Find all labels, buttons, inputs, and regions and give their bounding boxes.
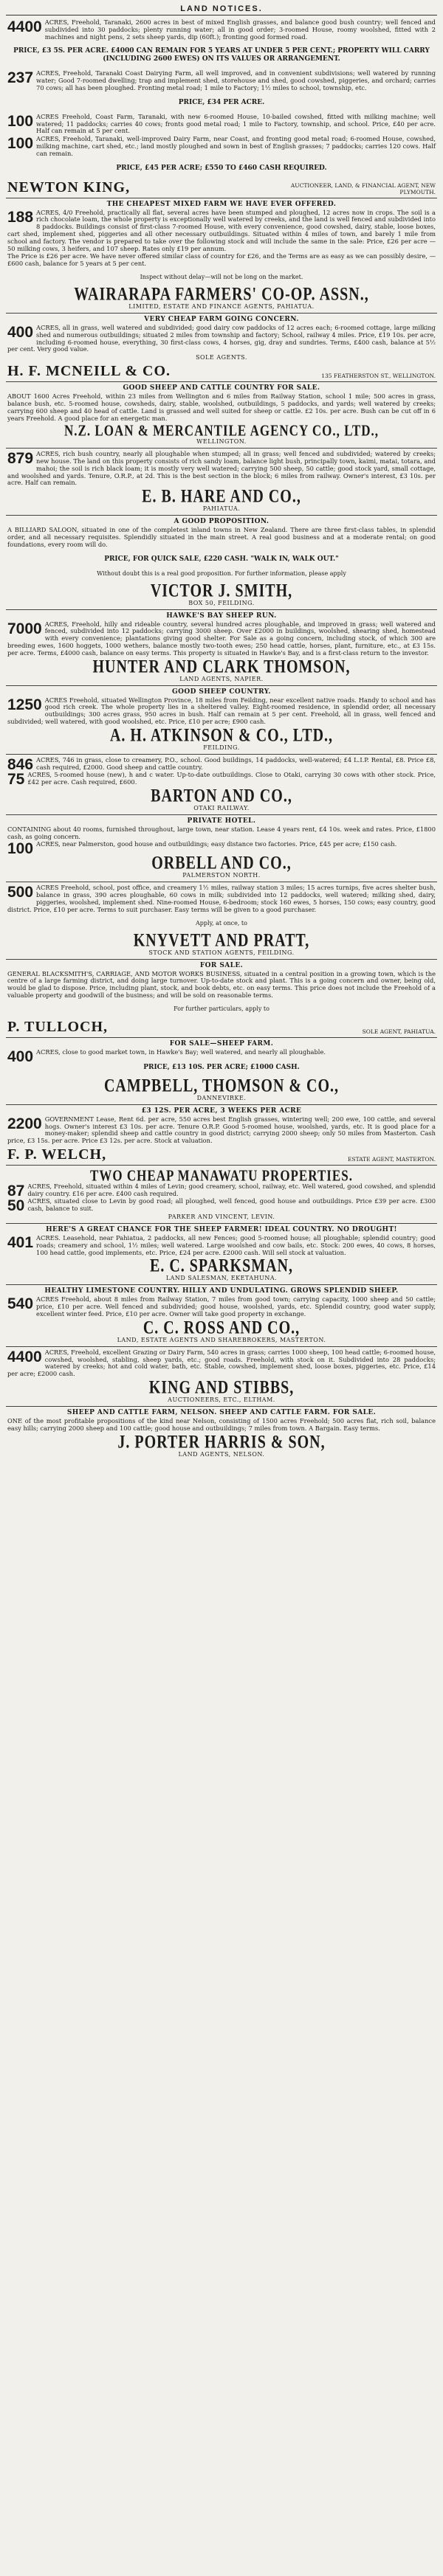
ad-text <box>7 1198 436 1213</box>
ad-acreage: 400 <box>7 1048 34 1065</box>
ad-acreage: 7000 <box>7 620 42 637</box>
ad-text <box>7 757 436 772</box>
ad-body: ACRES Freehold, about 8 miles from Railway Station, 7 miles from good town; carrying capacity, 1000 sheep and 50 cattle; price, £10 per acre. Well fenced and subdivided; good house, woolshed, yards, etc. Splendid country, good water supply, excellent winter feed. Price, £10 per acre. Owner will take good property in exchange. <box>36 1295 436 1318</box>
agent-name: VICTOR J. SMITH, <box>150 580 293 601</box>
ad-text <box>7 621 436 657</box>
ad-tulloch <box>6 960 437 1038</box>
ad-body: ACRES, all in grass, well watered and subdivided; good dairy cow paddocks of 12 acres each; 6-roomed cottage, large milking shed and numerous outbuildings; situated 2 miles from township and factory; School, railway 4 miles. Price, £19 10s. per acre, including 6-roomed house, everything, 30 first-class cows, 4 horses, gig, dray and sundries. Terms, £400 cash, balance at 5½ per cent. Very good value. <box>7 323 436 353</box>
ad-sig: SOLE AGENTS. <box>196 354 247 361</box>
ad-victor-smith <box>6 516 437 609</box>
ad-text <box>7 325 436 353</box>
agent-name: ORBELL AND CO., <box>151 853 292 874</box>
agent-address: 135 FEATHERSTON ST., WELLINGTON. <box>321 373 436 380</box>
ad-text <box>7 136 436 157</box>
ad-acreage: 50 <box>7 1197 25 1215</box>
agent-name: P. TULLOCH, <box>7 1018 109 1035</box>
ad-note: For further particulars, apply to <box>174 1005 269 1012</box>
ad-acreage: 100 <box>7 840 34 858</box>
ad-body: ACRES, 5-roomed house (new), h and c water. Up-to-date outbuildings. Close to Otaki, carrying 30 cows with other stock. Price, £42 per acre. Cash required, £600. <box>27 771 436 786</box>
ad-headline: GOOD SHEEP AND CATTLE COUNTRY FOR SALE. <box>123 384 320 392</box>
ad-king-stibbs <box>6 1347 437 1407</box>
agent-name: KNYVETT AND PRATT, <box>133 929 310 951</box>
ad-sparksman <box>6 1224 437 1285</box>
ad-acreage: 87 <box>7 1182 25 1199</box>
agent-signature <box>7 1146 436 1163</box>
ad-body: ACRES, Freehold, Taranaki, 2600 acres in best of mixed English grasses, and balance good bush country; well fenced and subdivided into 30 paddocks; plenty running water; all in good order; 3-roomed House, roomy woolshed, fitted with 2 machines and night pens, 2 sets sheep yards, dip (60ft.); fronting good formed road. <box>44 18 436 41</box>
ad-price: PRICE, £3 5S. PER ACRE. £4000 CAN REMAIN FOR 5 YEARS AT UNDER 5 PER CENT.; PROPERTY WILL CARRY (INCLUDING 2600 EWES) ON ITS VALUES OR ARRANGEMENT. <box>13 47 430 63</box>
ad-headline: TWO CHEAP MANAWATU PROPERTIES. <box>90 1166 353 1185</box>
agent-address: PAHIATUA. <box>202 505 241 513</box>
agent-name: E. B. HARE AND CO., <box>142 486 301 507</box>
ad-body: ACRES Freehold, Coast Farm, Taranaki, with new 6-roomed House, 10-bailed cowshed, fitted with milking machine; well watered; 11 paddocks; carries 40 cows; fronts good metal road; 1 mile to Factory, township, and school. Price, £40 per acre. Half can remain at 5 per cent. <box>36 112 436 135</box>
ad-acreage: 75 <box>7 771 25 789</box>
ad-price: The Price is £26 per acre. We have never offered similar class of country for £26, and the Terms are as easy as we can possibly desire, — £600 cash, balance for 5 years at 5 per cent. <box>7 252 436 268</box>
agent-name: CAMPBELL, THOMSON & CO., <box>103 1075 340 1096</box>
ad-newton-king <box>6 17 437 198</box>
ad-acreage: 188 <box>7 208 34 226</box>
ad-acreage: 4400 <box>7 18 42 35</box>
ad-headline: VERY CHEAP FARM GOING CONCERN. <box>144 315 299 323</box>
agent-name: HUNTER AND CLARK THOMSON, <box>92 656 351 677</box>
ad-headline: PRIVATE HOTEL. <box>187 817 256 825</box>
ad-headline: FOR SALE—SHEEP FARM. <box>169 1039 274 1048</box>
agent-address: DANNEVIRKE. <box>196 1094 247 1101</box>
agent-name: A. H. ATKINSON & CO., LTD., <box>109 724 334 746</box>
ad-headline: FOR SALE. <box>199 961 244 969</box>
ad-nz-loan <box>6 382 437 449</box>
agent-name: J. PORTER HARRIS & SON, <box>117 1431 326 1453</box>
ad-price: PRICE, £13 10S. PER ACRE; £1000 CASH. <box>143 1063 300 1071</box>
ad-headline: HEALTHY LIMESTONE COUNTRY. HILLY AND UNDULATING. GROWS SPLENDID SHEEP. <box>44 1287 399 1295</box>
ad-body: CONTAINING about 40 rooms, furnished throughout, large town, near station. Lease 4 years rent, £4 10s. week and rates. Price, £1800 cash, as going concern. <box>7 825 436 840</box>
agent-address: OTAKI RAILWAY. <box>193 804 250 811</box>
ad-price: PRICE, £45 PER ACRE; £550 TO £460 CASH REQUIRED. <box>116 164 327 172</box>
ad-ross <box>6 1285 437 1346</box>
ad-headline: £3 12S. PER ACRE, 3 WEEKS PER ACRE <box>141 1107 302 1115</box>
ad-body: ACRES Freehold, situated Wellington Province, 18 miles from Feilding, near excellent native roads. Handy to school and has good rich creek. The whole property lies in a sheltered valley. Eight-roomed residence, in splendid order, all necessary outbuildings; 300 acres grass, 950 acres in bush. Half can remain at 5 per cent. Freehold, all in grass, well fenced and subdivided; well watered, with good woolshed, etc. Price, £10 per acre; £900 cash. <box>7 696 436 725</box>
ad-acreage: 846 <box>7 755 34 773</box>
agent-name: KING AND STIBBS, <box>148 1377 295 1398</box>
agent-name: F. P. WELCH, <box>7 1146 107 1163</box>
ad-porter-harris <box>6 1407 437 1461</box>
ad-text <box>7 1235 436 1256</box>
ad-body: ACRES, close to good market town, in Hawke's Bay; well watered, and nearly all ploughable. <box>36 1048 326 1056</box>
ad-text <box>7 1183 436 1198</box>
ad-body: GOVERNMENT Lease, Rent 6d. per acre, 550 acres best English grasses, wintering well; 200 ewe, 100 cattle, and several hogs. Owner's interest £3 10s. per acre. Tenure O.R.P. Good 5-roomed house, woolshed, yards, etc. It is good place for a money-maker; splendid sheep and cattle country in good district; carrying 2000 sheep; only 50 miles from Masterton. Cash price, £3 15s. per acre. Price £3 12s. per acre. Stock at valuation. <box>7 1115 436 1145</box>
ad-body: ABOUT 1600 Acres Freehold, within 23 miles from Wellington and 6 miles from Railway Station, school 1 mile; 500 acres in grass, balance bush, etc. 5-roomed house, cowsheds, dairy, stable, woolshed, outbuildings, 5 paddocks, and yards; well watered by creeks; carrying 600 sheep and 40 head of cattle. Land is grassed and well suited for sheep or cattle. £2 10s. per acre. Bush can be cut off in 6 years Freehold. A good place for an energetic man. <box>7 392 436 422</box>
ad-barton <box>6 755 437 815</box>
ad-body: ACRES, 746 in grass, close to creamery, P.O., school. Good buildings, 14 paddocks, well-watered; £4 L.I.P. Rental, £8. Price £8, cash required, £2000. Good sheep and cattle country. <box>36 755 436 771</box>
agent-name: C. C. ROSS AND CO., <box>142 1317 301 1338</box>
agent-name: E. C. SPARKSMAN, <box>150 1256 293 1277</box>
ad-acreage: 879 <box>7 450 34 468</box>
land-notices-page <box>6 4 437 2567</box>
ad-body: ACRES, Freehold, excellent Grazing or Dairy Farm, 540 acres in grass; carries 1000 sheep, 100 head cattle; 6-roomed house, cowshed, woolshed, stabling, sheep yards, etc.; good roads. Freehold, with stock on it. Subdivided into 28 paddocks; watered by creeks; hot and cold water, bath, etc. Stable, cowshed, implement shed, loose boxes, piggeries, etc. Price, £14 per acre; £2000 cash. <box>7 1348 436 1378</box>
agent-address: STOCK AND STATION AGENTS, FEILDING. <box>148 949 295 956</box>
ad-text <box>7 114 436 135</box>
ad-text <box>7 771 436 789</box>
ad-acreage: 4400 <box>7 1348 42 1365</box>
ad-text <box>7 70 436 91</box>
ad-body: ONE of the most profitable propositions of the kind near Nelson, consisting of 1500 acres Freehold; 500 acres flat, rich soil, balance easy hills; carrying 2000 sheep and 100 cattle; good house and outbuildings; 7 miles from town. A Bargain. Easy terms. <box>7 1417 436 1432</box>
ad-hare <box>6 449 437 516</box>
ad-manawatu <box>6 1166 437 1224</box>
ad-body: ACRES, Freehold, Taranaki Coast Dairying Farm, all well improved, and in convenient subdivisions; well watered by running water; Good 7-roomed dwelling; trap and implement shed, storehouse and shed, good cowshed, piggeries, and orchard; carries 70 cows; all has been ploughed. Fronting metal road; 1 mile to Factory; 1½ miles to school, township, etc. <box>36 69 436 91</box>
ad-headline: THE CHEAPEST MIXED FARM WE HAVE EVER OFFERED. <box>106 200 337 208</box>
ad-knyvett <box>6 882 437 959</box>
ad-note: Without doubt this is a real good proposition. For further information, please apply <box>97 569 346 577</box>
page-title: LAND NOTICES. <box>6 4 437 15</box>
ad-body: ACRES, Freehold, situated within 4 miles of Levin; good creamery, school, railway, etc. Well watered, good cowshed, and splendid dairy country. £16 per acre. £400 cash required. <box>27 1182 436 1197</box>
ad-text <box>7 1349 436 1378</box>
ad-body: A BILLIARD SALOON, situated in one of the completest inland towns in New Zealand. There are three first-class tables, in splendid order, and all necessary requisites. Splendidly situated in the main street. A real good business and at a moderate rental; on good foundations, every room will do. <box>7 526 436 548</box>
agent-name: H. F. MCNEILL & CO. <box>7 363 171 380</box>
ad-text <box>7 19 436 41</box>
ad-body: ACRES, Freehold, Taranaki, well-improved Dairy Farm, near Coast, and fronting good metal road; 6-roomed House, cowshed, milking machine, cart shed, etc.; land mostly ploughed and sown in best of English grasses; 7 paddocks; carries 120 cows. Half can remain. <box>36 135 436 157</box>
ad-body: ACRES, Freehold, hilly and rideable country, several hundred acres ploughable, and improved in grass; well watered and fenced, subdivided into 12 paddocks; carrying 3000 sheep. Over £2000 in buildings, woolshed, shearing shed, homestead with every convenience; plantations giving good shelter. For Sale as a going concern, including stock, of which 300 are breeding ewes, 1600 hoggets, 1000 wethers, balance mostly two-tooth ewes; 250 head cattle, horses, plant, furniture, etc., at £3 15s. per acre. Terms, £4000 cash, balance on easy terms. This property is situated in Hawke's Bay, and is a first-class return to the investor. <box>7 620 436 657</box>
ad-body: ACRES, situated close to Levin by good road; all ploughed, well fenced, good house and outbuildings. Price £39 per acre. £300 cash, balance to suit. <box>27 1197 436 1213</box>
ad-headline: A GOOD PROPOSITION. <box>174 518 269 526</box>
ad-text <box>7 451 436 487</box>
ad-atkinson <box>6 686 437 755</box>
ad-orbell <box>6 815 437 883</box>
agent-address: AUCTIONEERS, ETC., ELTHAM. <box>168 1396 275 1404</box>
ad-headline: GOOD SHEEP COUNTRY. <box>172 688 271 696</box>
ad-acreage: 2200 <box>7 1115 42 1132</box>
agent-address: SOLE AGENT, PAHIATUA. <box>362 1028 436 1035</box>
ad-acreage: 100 <box>7 135 34 153</box>
ad-text <box>7 884 436 913</box>
agent-address: WELLINGTON. <box>196 438 247 446</box>
ad-body: ACRES, rich bush country, nearly all ploughable when stumped; all in grass; well fenced and subdivided; watered by creeks; new house. The land on this property consists of rich sandy loam, balance light bush, principally town, kaimi, matai, totara, and mahoi; the soil is rich black loam; it is mostly very well watered; carrying 500 sheep, 50 cattle; good stock yard, small cottage, and woolshed and yards. Tenure, O.R.P., at 2d. This is the best section in the block; 6 miles from railway. Owner's interest, £3 10s. per acre. Half can remain. <box>7 450 436 487</box>
agent-address: LAND AGENTS, NAPIER. <box>179 675 264 682</box>
agent-name: BARTON AND CO., <box>151 786 292 806</box>
ad-mcneill <box>6 314 437 382</box>
ad-body: ACRES, near Palmerston, good house and outbuildings; easy distance two factories. Price, £45 per acre; £150 cash. <box>36 840 397 848</box>
ad-acreage: 401 <box>7 1234 34 1252</box>
ad-text <box>7 1048 436 1065</box>
ad-text <box>7 1296 436 1318</box>
ad-acreage: 100 <box>7 112 34 130</box>
ad-text <box>7 210 436 253</box>
agent-name: N.Z. LOAN & MERCANTILE AGENCY CO., LTD., <box>63 421 379 440</box>
agent-address: LAND, ESTATE AGENTS AND SHAREBROKERS, MASTERTON. <box>117 1336 326 1343</box>
ad-headline: HERE'S A GREAT CHANCE FOR THE SHEEP FARMER! IDEAL COUNTRY. NO DROUGHT! <box>46 1226 397 1234</box>
agent-address: AUCTIONEER, LAND, & FINANCIAL AGENT, NEW PLYMOUTH. <box>290 181 436 195</box>
ad-price: PRICE, FOR QUICK SALE, £220 CASH. "WALK IN, WALK OUT." <box>104 555 339 563</box>
ad-wairarapa <box>6 198 437 314</box>
ad-text <box>7 1116 436 1145</box>
ad-hunter-thomson <box>6 610 437 686</box>
agent-address: BOX 50, FEILDING. <box>188 599 255 606</box>
agent-signature <box>7 179 436 195</box>
agent-address: PARKER AND VINCENT, LEVIN. <box>168 1213 275 1221</box>
ad-note: Apply, at once, to <box>196 919 247 927</box>
ad-price: PRICE, £34 PER ACRE. <box>178 98 265 106</box>
ad-note: Inspect without delay—will not be long on the market. <box>140 273 303 280</box>
ad-text <box>7 697 436 726</box>
agent-address: ESTATE AGENT, MASTERTON. <box>347 1156 436 1163</box>
ad-body: ACRES Freehold, school, post office, and creamery 1½ miles, railway station 3 miles; 15 acres turnips, five acres shelter bush, balance in grass, 390 acres ploughable, 60 cows in milk; subdivided into 12 paddocks, well watered; milking shed, dairy, piggeries, woolshed, implement shed. Nine-roomed House, 6-bedroom; stock 160 ewes, 5 horses, 150 cows; easy country, good district. Price, £10 per acre. Terms to suit purchaser. Easy terms will be given to a good purchaser. <box>7 884 436 913</box>
agent-address: LAND AGENTS, NELSON. <box>178 1450 265 1458</box>
ad-text <box>7 840 436 858</box>
ad-body: ACRES, 4/0 Freehold, practically all flat, several acres have been stumped and ploughed, 12 acres now in crops. The soil is a rich chocolate loam, the whole property is exceptionally well watered by creeks, and the land is well fenced and subdivided into 8 paddocks. Buildings consist of first-class 7-roomed House, with every convenience, good cowshed, dairy, stable, loose boxes, cart shed, implement shed, piggeries and all other necessary outbuildings. Situated within 4 miles of town, and barely 1 mile from school and factory. The vendor is prepared to take over the following stock and will include the same in the sale: Price, £26 per acre — 50 milking cows, 3 heifers, and 107 sheep. Rates only £19 per annum. <box>7 208 436 252</box>
ad-headline: HAWKE'S BAY SHEEP RUN. <box>166 612 277 620</box>
agent-signature <box>7 1019 436 1035</box>
agent-signature <box>7 363 436 379</box>
agent-address: LIMITED, ESTATE AND FINANCE AGENTS, PAHIATUA. <box>128 302 315 310</box>
ad-welch <box>6 1105 437 1166</box>
ad-acreage: 1250 <box>7 696 42 713</box>
agent-address: PALMERSTON NORTH. <box>182 872 261 879</box>
ad-acreage: 400 <box>7 323 34 341</box>
agent-name: WAIRARAPA FARMERS' CO-OP. ASSN., <box>74 284 369 305</box>
agent-address: LAND SALESMAN, EKETAHUNA. <box>165 1275 278 1282</box>
ad-acreage: 540 <box>7 1295 34 1313</box>
ad-acreage: 500 <box>7 884 34 901</box>
agent-name: NEWTON KING, <box>7 179 131 195</box>
ad-headline: SHEEP AND CATTLE FARM, NELSON. SHEEP AND CATTLE FARM. FOR SALE. <box>66 1409 377 1417</box>
ad-body: ACRES. Leasehold, near Pahiatua, 2 paddocks, all new Fences; good 5-roomed house; all ploughable; splendid country; good roads; creamery and school, 1½ miles; well watered. Large woolshed and cow bails, etc. Stock: 200 ewes, 40 cows, 8 horses, 100 head cattle, good implements, etc. Price, £24 per acre. £2000 cash. Will sell stock at valuation. <box>36 1234 436 1256</box>
ad-acreage: 237 <box>7 69 34 87</box>
ad-campbell-thomson <box>6 1038 437 1105</box>
agent-address: FEILDING. <box>203 744 240 751</box>
ad-body: GENERAL BLACKSMITH'S, CARRIAGE, AND MOTOR WORKS BUSINESS, situated in a central position in a growing town, which is the centre of a large farming district, and doing large turnover. Up-to-date stock and plant. This is a going concern and owner, being old, would be glad to dispose. Price, including plant, stock, and book debts, etc. on easy terms. This price does not include the Freehold of a valuable property and goodwill of the business; and will be sold on reasonable terms. <box>7 969 436 1000</box>
